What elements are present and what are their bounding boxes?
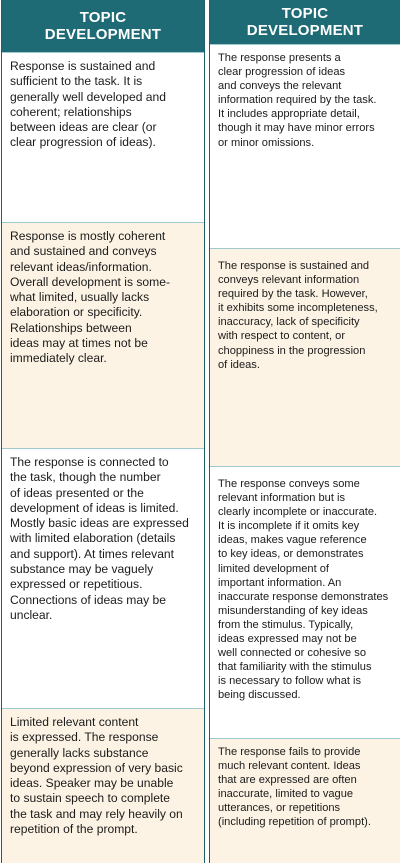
right-column — [209, 0, 400, 863]
left-column-header — [2, 0, 204, 52]
right-cell-level-4-text: The response presents a clear progression of ideas and conveys the relevant information required by the task. It includes appropriate detail, though it may have minor errors or minor omissions. — [218, 52, 377, 149]
right-header-text: TOPIC DEVELOPMENT — [246, 4, 364, 39]
left-cell-level-3-text: Response is mostly coherent and sustained and conveys relevant ideas/information. Overall development is some- what limited, usually lacks elaboration or specificity. Relationships between ideas may at times not be immediately clear. — [10, 229, 170, 366]
right-cell-level-2-text: The response conveys some relevant information but is clearly incomplete or inaccurate. It is incomplete if it omits key ideas, makes vague reference to key ideas, or demonstrates limited development of important information. An inaccurate response demonstrates misunderstanding of key ideas from the stimulus. Typically, ideas expressed may not be well connected or cohesive so that familiarity with the stimulus is necessary to follow what is being discussed. — [218, 478, 389, 702]
left-column — [1, 0, 205, 863]
left-cell-level-4 — [2, 52, 204, 222]
left-header-text: TOPIC DEVELOPMENT — [44, 8, 162, 43]
right-column-header — [210, 0, 400, 44]
right-cell-level-1 — [210, 738, 400, 863]
right-cell-level-1-text: The response fails to provide much relevant content. Ideas that are expressed are often inaccurate, limited to vague utterances, or repetitions (including repetition of prompt). — [218, 746, 371, 829]
right-cell-level-2 — [210, 466, 400, 738]
left-cell-level-1-text: Limited relevant content is expressed. The response generally lacks substance beyond expression of very basic ideas. Speaker may be unable to sustain speech to complete the task and may rely heavily on repetition of the prompt. — [10, 715, 183, 837]
right-cell-level-3 — [210, 248, 400, 466]
right-cell-level-4 — [210, 44, 400, 248]
left-cell-level-3 — [2, 222, 204, 448]
left-cell-level-1 — [2, 708, 204, 863]
right-cell-level-3-text: The response is sustained and conveys relevant information required by the task. However, it exhibits some incompleteness, inaccuracy, lack of specificity with respect to content, or choppiness in the progression of ideas. — [218, 260, 378, 371]
left-cell-level-2 — [2, 448, 204, 708]
left-cell-level-2-text: The response is connected to the task, though the number of ideas presented or the development of ideas is limited. Mostly basic ideas are expressed with limited elaboration (details and support). At times relevant substance may be vaguely expressed or repetitious. Connections of ideas may be unclear. — [10, 455, 189, 622]
left-cell-level-4-text: Response is sustained and sufficient to the task. It is generally well developed and coherent; relationships between ideas are clear (or clear progression of ideas). — [10, 59, 166, 150]
